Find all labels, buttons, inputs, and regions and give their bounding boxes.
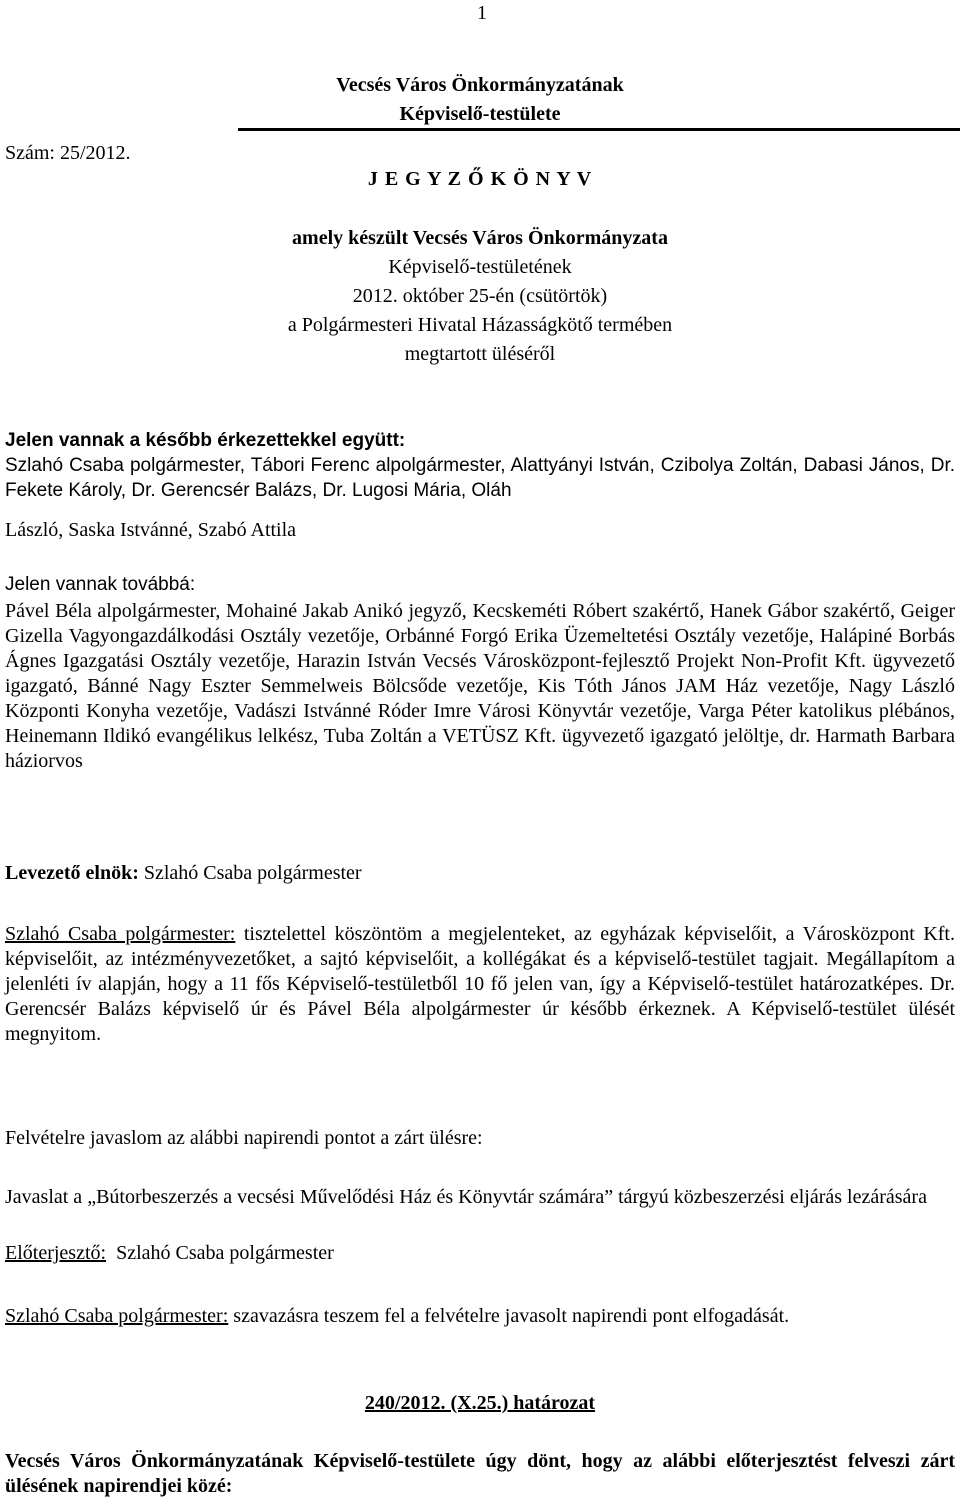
proposal-intro: Felvételre javaslom az alábbi napirendi pontot a zárt ülésre: <box>5 1127 483 1149</box>
meeting-date: 2012. október 25-én (csütörtök) <box>352 285 608 307</box>
subtitle-line-5: megtartott üléséről <box>404 343 556 365</box>
vote-call <box>5 1304 955 1329</box>
present-section <box>5 428 955 503</box>
council-body: Képviselő-testülete <box>399 103 561 125</box>
opening-speaker: Szlahó Csaba polgármester: <box>5 923 236 945</box>
chair-label: Levezető elnök: <box>5 862 139 884</box>
resolution-text: Vecsés Város Önkormányzatának Képviselő-testülete úgy dönt, hogy az alábbi előterjesztést felveszi zárt ülésének napirendjei közé: <box>5 1450 955 1497</box>
also-present-heading: Jelen vannak továbbá: <box>5 574 196 595</box>
proposal-item: Javaslat a „Bútorbeszerzés a vecsési Művelődési Ház és Könyvtár számára” tárgyú közbeszerzési eljárás lezárására <box>5 1186 927 1208</box>
opening-text: tisztelettel köszöntöm a megjelenteket, az egyházak képviselőit, a Városközpont Kft. képviselőit, az intézményvezetőket, a sajtó képviselőit, a kollégákat és a képviselő-testület tagjait. Megállapítom a jelenléti ív alapján, hogy a 11 fős Képviselő-testületből 10 fő jelen van, így a Képviselő-testület határozatképes. Dr. Gerencsér Balázs képviselő úr és Pável Béla alpolgármester úr később érkeznek. A Képviselő-testület ülését megnyitom. <box>5 923 955 1045</box>
subtitle-line-1: amely készült Vecsés Város Önkormányzata <box>292 227 668 249</box>
present-names: Szlahó Csaba polgármester, Tábori Ferenc alpolgármester, Alattyányi István, Czibolya Zoltán, Dabasi János, Dr. Fekete Károly, Dr. Gerencsér Balázs, Dr. Lugosi Mária, Oláh <box>5 455 955 501</box>
proposal-presenter <box>5 1241 955 1266</box>
also-present-list: Pável Béla alpolgármester, Mohainé Jakab Anikó jegyző, Kecskeméti Róbert szakértő, Hanek Gábor szakértő, Geiger Gizella Vagyongazdálkodási Osztály vezetője, Orbánné Forgó Erika Üzemeltetési Osztály vezetője, Halápiné Borbás Ágnes Igazgatási Osztály vezetője, Harazin István Vecsés Városközpont-fejlesztő Projekt Non-Profit Kft. ügyvezető igazgató, Bánné Nagy Eszter Semmelweis Bölcsőde vezetője, Kis Tóth János JAM Ház vezetője, Nagy László Központi Konyha vezetője, Vadászi Istvánné Róder Imre Városi Könyvtár vezetője, Varga Péter katolikus plébános, Heinemann Ildikó evangélikus lelkész, Tuba Zoltán a VETÜSZ Kft. ügyvezető igazgató jelöltje, dr. Harmath Barbara háziorvos <box>5 600 955 772</box>
meeting-venue: a Polgármesteri Hivatal Házasságkötő termében <box>287 314 673 336</box>
present-names-tail: László, Saska Istvánné, Szabó Attila <box>5 519 297 541</box>
vote-speaker: Szlahó Csaba polgármester: <box>5 1305 229 1327</box>
opening-remarks <box>5 922 955 1047</box>
council-name: Vecsés Város Önkormányzatának <box>336 74 624 96</box>
chair-value: Szlahó Csaba polgármester <box>138 862 362 884</box>
vote-text: szavazásra teszem fel a felvételre javasolt napirendi pont elfogadását. <box>228 1305 790 1327</box>
presenter-value: Szlahó Csaba polgármester <box>106 1242 334 1264</box>
reference-number: Szám: 25/2012. <box>5 142 131 164</box>
present-heading: Jelen vannak a később érkezettekkel együtt: <box>5 430 406 451</box>
page-number: 1 <box>477 2 487 24</box>
header-rule <box>238 128 960 131</box>
resolution-title: 240/2012. (X.25.) határozat <box>364 1392 596 1414</box>
subtitle-line-2: Képviselő-testületének <box>388 256 572 278</box>
presenter-label: Előterjesztő: <box>5 1242 107 1264</box>
chair-line <box>5 861 955 886</box>
document-title: J E G Y Z Ő K Ö N Y V <box>367 168 593 190</box>
